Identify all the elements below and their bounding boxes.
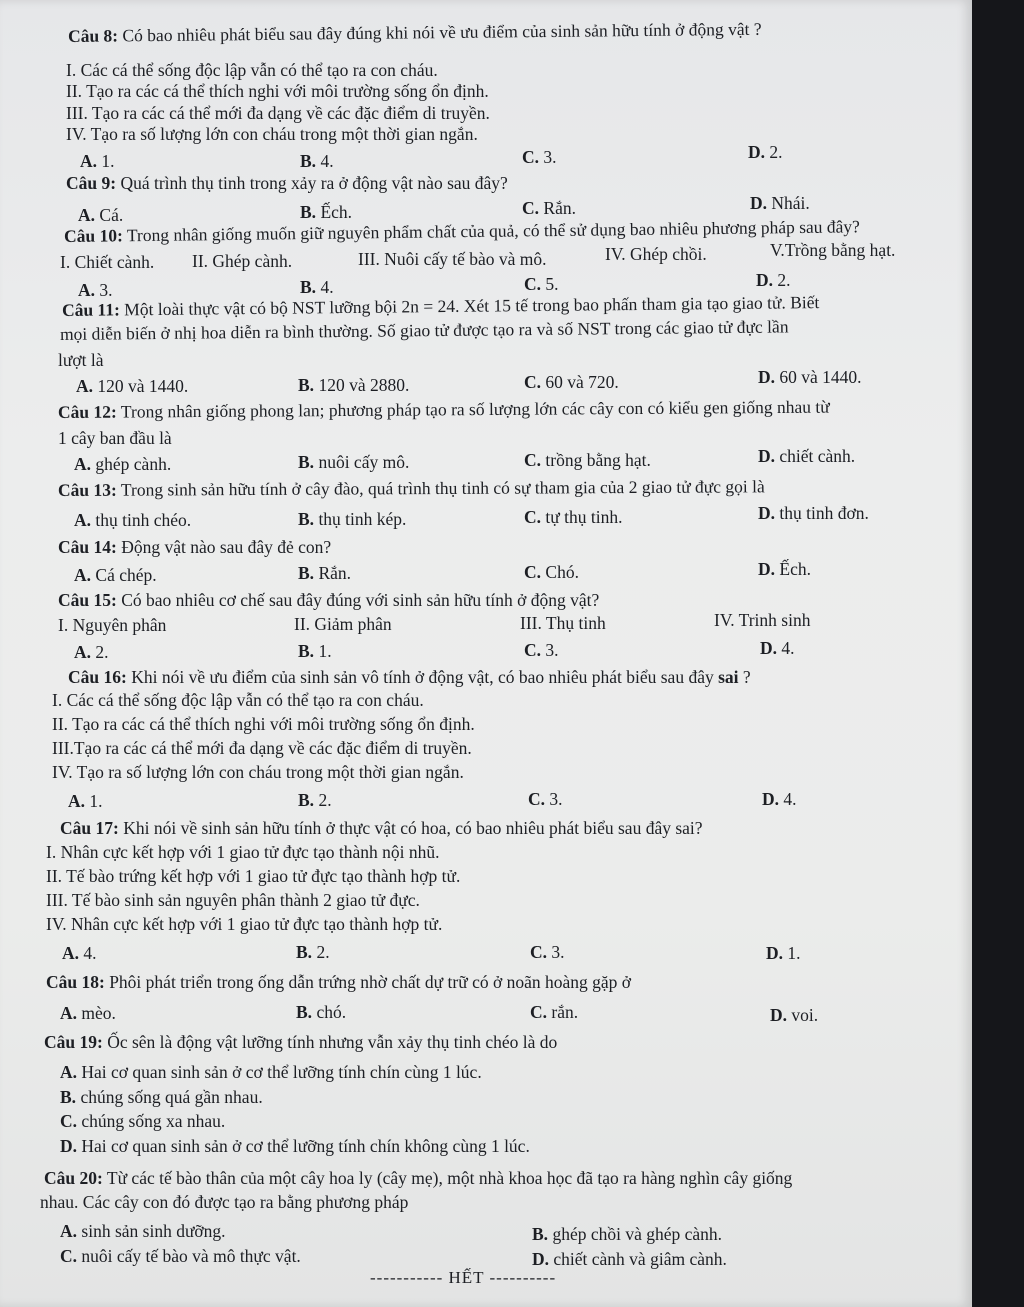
option-b: B. thụ tinh kép.	[298, 509, 407, 529]
option-a: A. 2.	[74, 642, 109, 662]
question-text: lượt là	[58, 350, 104, 370]
option-c: C. chúng sống xa nhau.	[60, 1111, 226, 1131]
statement: II. Tạo ra các cá thể thích nghi với môi trường sống ổn định.	[66, 81, 489, 101]
question-13: Câu 13: Trong sinh sản hữu tính ở cây đào, quá trình thụ tinh có sự tham gia của 2 giao tử đực gọi là	[57, 476, 765, 500]
option-c: C. rắn.	[530, 1002, 579, 1022]
method: II. Giảm phân	[294, 614, 392, 634]
option-a: A. 3.	[78, 280, 113, 300]
option-a: A. 4.	[62, 943, 97, 963]
option-a: A. 1.	[80, 151, 115, 171]
option-b: B. 1.	[298, 641, 332, 661]
option-b: B. nuôi cấy mô.	[298, 452, 410, 472]
question-20: Câu 20: Từ các tế bào thân của một cây hoa ly (cây mẹ), một nhà khoa học đã tạo ra hàng nghìn cây giống	[44, 1168, 793, 1188]
question-text: mọi diễn biến ở nhị hoa diễn ra bình thường. Số giao tử được tạo ra và số NST trong các giao tử đực lần	[59, 316, 789, 344]
option-b: B. 2.	[298, 790, 332, 810]
option-a: A. 1.	[68, 791, 103, 811]
option-b: B. 4.	[300, 277, 334, 297]
option-d: D. 2.	[748, 142, 783, 162]
option-c: C. 3.	[522, 147, 557, 167]
statement: III.Tạo ra các cá thể mới đa dạng về các đặc điểm di truyền.	[52, 738, 472, 758]
option-c: C. Rắn.	[522, 198, 576, 218]
option-c: C. 3.	[530, 942, 565, 962]
question-8: Câu 8: Có bao nhiêu phát biểu sau đây đúng khi nói về ưu điểm của sinh sản hữu tính ở động vật ?	[67, 18, 762, 46]
statement: I. Các cá thể sống độc lập vẫn có thể tạo ra con cháu.	[52, 690, 424, 710]
question-text: 1 cây ban đầu là	[58, 428, 172, 448]
option-d: D. thụ tinh đơn.	[758, 503, 869, 523]
option-d: D. voi.	[770, 1005, 819, 1025]
option-a: A. Cá chép.	[74, 565, 157, 585]
method: II. Ghép cành.	[192, 251, 293, 271]
statement: III. Tạo ra các cá thể mới đa dạng về các đặc điểm di truyền.	[66, 103, 490, 123]
method: I. Nguyên phân	[58, 615, 167, 635]
option-a: A. sinh sản sinh dưỡng.	[60, 1221, 226, 1241]
option-d: D. 4.	[762, 789, 797, 809]
option-c: C. tự thụ tinh.	[524, 507, 623, 527]
method: IV. Ghép chồi.	[605, 244, 707, 264]
method: IV. Trinh sinh	[714, 610, 811, 630]
option-c: C. 60 và 720.	[524, 372, 619, 392]
question-18: Câu 18: Phôi phát triển trong ống dẫn trứng nhờ chất dự trữ có ở noãn hoàng gặp ở	[46, 972, 632, 992]
question-14: Câu 14: Động vật nào sau đây đẻ con?	[58, 537, 332, 557]
option-a: A. Cá.	[78, 205, 124, 225]
option-c: C. 3.	[528, 789, 563, 809]
option-a: A. Hai cơ quan sinh sản ở cơ thể lưỡng tính chín cùng 1 lúc.	[60, 1062, 482, 1082]
option-b: B. Ếch.	[300, 202, 353, 222]
option-d: D. 60 và 1440.	[758, 367, 862, 387]
option-b: B. chó.	[296, 1002, 347, 1022]
option-d: D. Hai cơ quan sinh sản ở cơ thể lưỡng tính chín không cùng 1 lúc.	[60, 1136, 530, 1156]
option-d: D. Ếch.	[758, 559, 811, 579]
option-a: A. mèo.	[60, 1003, 116, 1023]
question-11: Câu 11: Một loài thực vật có bộ NST lưỡng bội 2n = 24. Xét 15 tế trong bao phấn tham gia tạo giao tử. Biết	[61, 292, 820, 320]
option-d: D. 1.	[766, 943, 801, 963]
question-17: Câu 17: Khi nói về sinh sản hữu tính ở thực vật có hoa, có bao nhiêu phát biểu sau đây sai?	[60, 818, 703, 838]
option-c: C. 5.	[524, 274, 559, 294]
question-15: Câu 15: Có bao nhiêu cơ chế sau đây đúng với sinh sản hữu tính ở động vật?	[58, 590, 600, 610]
statement: IV. Nhân cực kết hợp với 1 giao tử đực tạo thành hợp tử.	[46, 914, 443, 934]
method: V.Trồng bằng hạt.	[770, 240, 896, 260]
option-b: B. chúng sống quá gần nhau.	[60, 1087, 263, 1107]
option-c: C. trồng bằng hạt.	[524, 450, 651, 470]
question-16: Câu 16: Khi nói về ưu điểm của sinh sản vô tính ở động vật, có bao nhiêu phát biểu sau đây sai ?	[68, 667, 751, 687]
option-b: B. 120 và 2880.	[298, 375, 410, 395]
option-c: C. nuôi cấy tế bào và mô thực vật.	[60, 1246, 301, 1266]
question-19: Câu 19: Ốc sên là động vật lưỡng tính nhưng vẫn xảy thụ tinh chéo là do	[44, 1032, 558, 1052]
statement: II. Tế bào trứng kết hợp với 1 giao tử đực tạo thành hợp tử.	[46, 866, 461, 886]
option-b: B. ghép chồi và ghép cành.	[532, 1224, 723, 1244]
option-d: D. 4.	[760, 638, 795, 658]
statement: I. Các cá thể sống độc lập vẫn có thể tạo ra con cháu.	[66, 60, 438, 80]
option-a: A. ghép cành.	[74, 454, 172, 474]
option-d: D. 2.	[756, 270, 791, 290]
option-b: B. Rắn.	[298, 563, 352, 583]
method: III. Nuôi cấy tế bào và mô.	[358, 249, 547, 269]
statement: III. Tế bào sinh sản nguyên phân thành 2 giao tử đực.	[46, 890, 420, 910]
option-a: A. thụ tinh chéo.	[74, 510, 192, 530]
statement: I. Nhân cực kết hợp với 1 giao tử đực tạo thành nội nhũ.	[46, 842, 440, 862]
option-b: B. 2.	[296, 942, 330, 962]
question-12: Câu 12: Trong nhân giống phong lan; phương pháp tạo ra số lượng lớn các cây con có kiểu gen giống nhau từ	[57, 396, 830, 422]
method: III. Thụ tinh	[520, 613, 606, 633]
option-a: A. 120 và 1440.	[76, 376, 189, 396]
option-c: C. Chó.	[524, 562, 579, 582]
option-d: D. Nhái.	[750, 193, 810, 213]
option-b: B. 4.	[300, 151, 334, 171]
statement: IV. Tạo ra số lượng lớn con cháu trong một thời gian ngắn.	[66, 124, 478, 144]
option-d: D. chiết cành và giâm cành.	[532, 1249, 727, 1269]
question-10: Câu 10: Trong nhân giống muốn giữ nguyên phẩm chất của quả, có thể sử dụng bao nhiêu phương pháp sau đây?	[63, 216, 861, 246]
end-marker: ----------- HẾT ----------	[370, 1268, 557, 1287]
statement: IV. Tạo ra số lượng lớn con cháu trong một thời gian ngắn.	[52, 762, 464, 782]
option-d: D. chiết cành.	[758, 446, 856, 466]
question-text: nhau. Các cây con đó được tạo ra bằng phương pháp	[40, 1192, 409, 1212]
question-9: Câu 9: Quá trình thụ tinh trong xảy ra ở động vật nào sau đây?	[66, 173, 508, 193]
method: I. Chiết cành.	[60, 252, 155, 272]
option-c: C. 3.	[524, 640, 559, 660]
statement: II. Tạo ra các cá thể thích nghi với môi trường sống ổn định.	[52, 714, 475, 734]
